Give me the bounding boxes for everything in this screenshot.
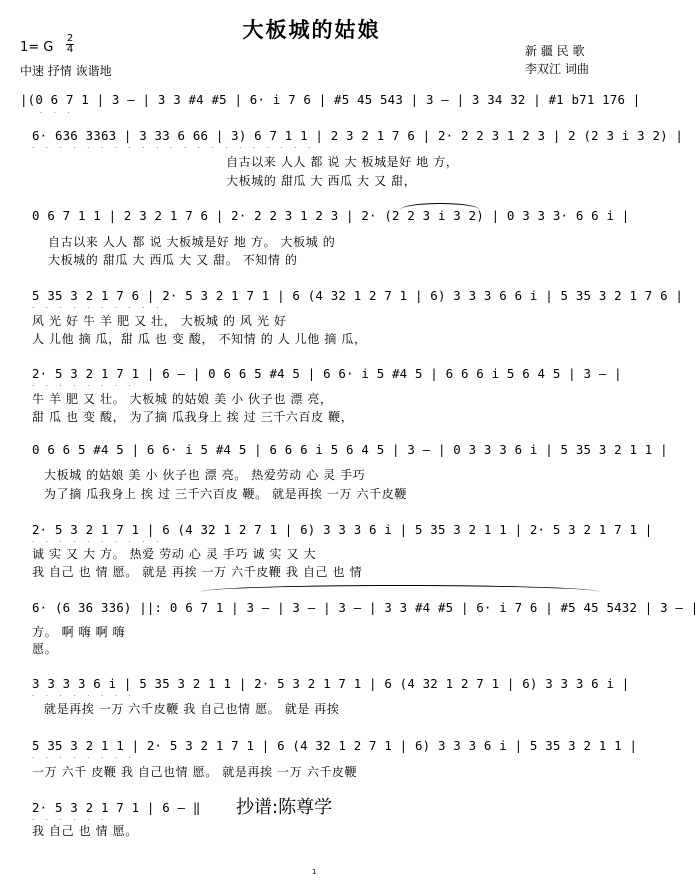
score-line-8-lyric-1: 方。 啊 嗨 啊 嗨 [32,625,126,639]
score-line-2-notes: 6· 636 3363 | 3 33 6 66 | 3) 6 7 1 1 | 2 3 2 1 7 6 | 2· 2 2 3 1 2 3 | 2 (2 3 i 3 2) | [32,128,684,143]
credit-origin: 新 疆 民 歌 [525,44,585,58]
score-line-2-lyric-1: 自古以来 人人 都 说 大 板城是好 地 方， [226,155,459,169]
score-line-10-notes: 5 35 3 2 1 1 | 2· 5 3 2 1 7 1 | 6 (4 32 1 2 7 1 | 6) 3 3 3 6 i | 5 35 3 2 1 1 | [32,738,638,753]
octave-dots: · · · · · · [32,817,108,824]
score-line-3-lyric-1: 自古以来 人人 都 说 大板城是好 地 方。 大板城 的 [48,235,336,249]
meter-bottom: 4 [66,44,74,55]
slur [400,203,480,210]
octave-dots: · · · · · · · · [32,693,136,700]
score-line-4-notes: 5 35 3 2 1 7 6 | 2· 5 3 2 1 7 1 | 6 (4 32 1 2 7 1 | 6) 3 3 3 6 6 i | 5 35 3 2 1 7 6 | [32,288,684,303]
transcriber-credit: 抄谱:陈尊学 [236,797,333,818]
score-line-9-notes: 3 3 3 3 6 i | 5 35 3 2 1 1 | 2· 5 3 2 1 7 1 | 6 (4 32 1 2 7 1 | 6) 3 3 3 6 i | [32,676,630,691]
score-line-1-notes: |(0 6 7 1 | 3 — | 3 3 #4 #5 | 6· i 7 6 | #5 45 543 | 3 — | 3 34 32 | #1 b71 176 | [20,92,641,107]
octave-dots: · · · · · · · · [32,383,136,390]
octave-dots: · · · · · · · · [32,755,136,762]
score-line-11-lyric-1: 我 自己 也 情 愿。 [32,824,138,838]
song-title: 大板城的姑娘 [242,18,381,42]
score-line-6-notes: 0 6 6 5 #4 5 | 6 6· i 5 #4 5 | 6 6 6 i 5 6 4 5 | 3 — | 0 3 3 3 6 i | 5 35 3 2 1 1 | [32,442,668,457]
score-line-6-lyric-2: 为了摘 瓜我身上 挨 过 三千六百皮 鞭。 就是再挨 一万 六千皮鞭 [44,487,407,501]
score-line-5-notes: 2· 5 3 2 1 7 1 | 6 — | 0 6 6 5 #4 5 | 6 6· i 5 #4 5 | 6 6 6 i 5 6 4 5 | 3 — | [32,366,622,381]
credit-lyricist-composer: 李双江 词曲 [525,62,589,76]
meter-top: 2 [66,33,74,44]
score-line-5-lyric-2: 甜 瓜 也 变 酸， 为了摘 瓜我身上 挨 过 三千六百皮 鞭， [32,410,354,424]
score-line-8-lyric-2: 愿。 [32,642,58,656]
score-line-9-lyric-1: 就是再挨 一万 六千皮鞭 我 自己也情 愿。 就是 再挨 [44,702,340,716]
octave-dots: · · · · · · · · · · [32,539,164,546]
score-line-4-lyric-2: 人 儿他 摘 瓜，甜 瓜 也 变 酸， 不知情 的 人 儿他 摘 瓜， [32,332,367,346]
score-line-8-notes: 6· (6 36 336) ||: 0 6 7 1 | 3 — | 3 — | 3 — | 3 3 #4 #5 | 6· i 7 6 | #5 45 5432 | 3 — | [32,600,698,615]
score-line-11-notes: 2· 5 3 2 1 7 1 | 6 — ‖ [32,800,201,815]
octave-dots: · · · · · · · · · · · · · · · · · · · · · [32,145,316,152]
score-line-7-notes: 2· 5 3 2 1 7 1 | 6 (4 32 1 2 7 1 | 6) 3 3 3 6 i | 5 35 3 2 1 1 | 2· 5 3 2 1 7 1 | [32,522,653,537]
score-line-6-lyric-1: 大板城 的姑娘 美 小 伙子也 漂 亮。 热爱劳动 心 灵 手巧 [44,468,366,482]
octave-dots: · · · [40,110,75,117]
score-line-10-lyric-1: 一万 六千 皮鞭 我 自己也情 愿。 就是再挨 一万 六千皮鞭 [32,765,358,779]
score-line-7-lyric-2: 我 自己 也 情 愿。 就是 再挨 一万 六千皮鞭 我 自己 也 情 [32,565,363,579]
score-line-2-lyric-2: 大板城的 甜瓜 大 西瓜 大 又 甜， [226,174,417,188]
score-line-5-lyric-1: 牛 羊 肥 又 壮。 大板城 的姑娘 美 小 伙子也 漂 亮， [32,392,333,406]
tempo-marking: 中速 抒情 诙谐地 [20,64,112,78]
time-signature [66,34,74,55]
score-line-3-lyric-2: 大板城的 甜瓜 大 西瓜 大 又 甜。 不知情 的 [48,253,298,267]
page-number: 1 [312,868,317,876]
repeat-slur [200,585,600,592]
score-line-3-notes: 0 6 7 1 1 | 2 3 2 1 7 6 | 2· 2 2 3 1 2 3 | 2· (2 2 3 i 3 2) | 0 3 3 3· 6 6 i | [32,208,630,223]
octave-dots: · · · · · · · · · · [32,305,164,312]
key-signature: 1= G [20,40,54,55]
score-line-4-lyric-1: 风 光 好 牛 羊 肥 又 壮， 大板城 的 风 光 好 [32,314,287,328]
score-line-7-lyric-1: 诚 实 又 大 方。 热爱 劳动 心 灵 手巧 诚 实 又 大 [32,547,317,561]
